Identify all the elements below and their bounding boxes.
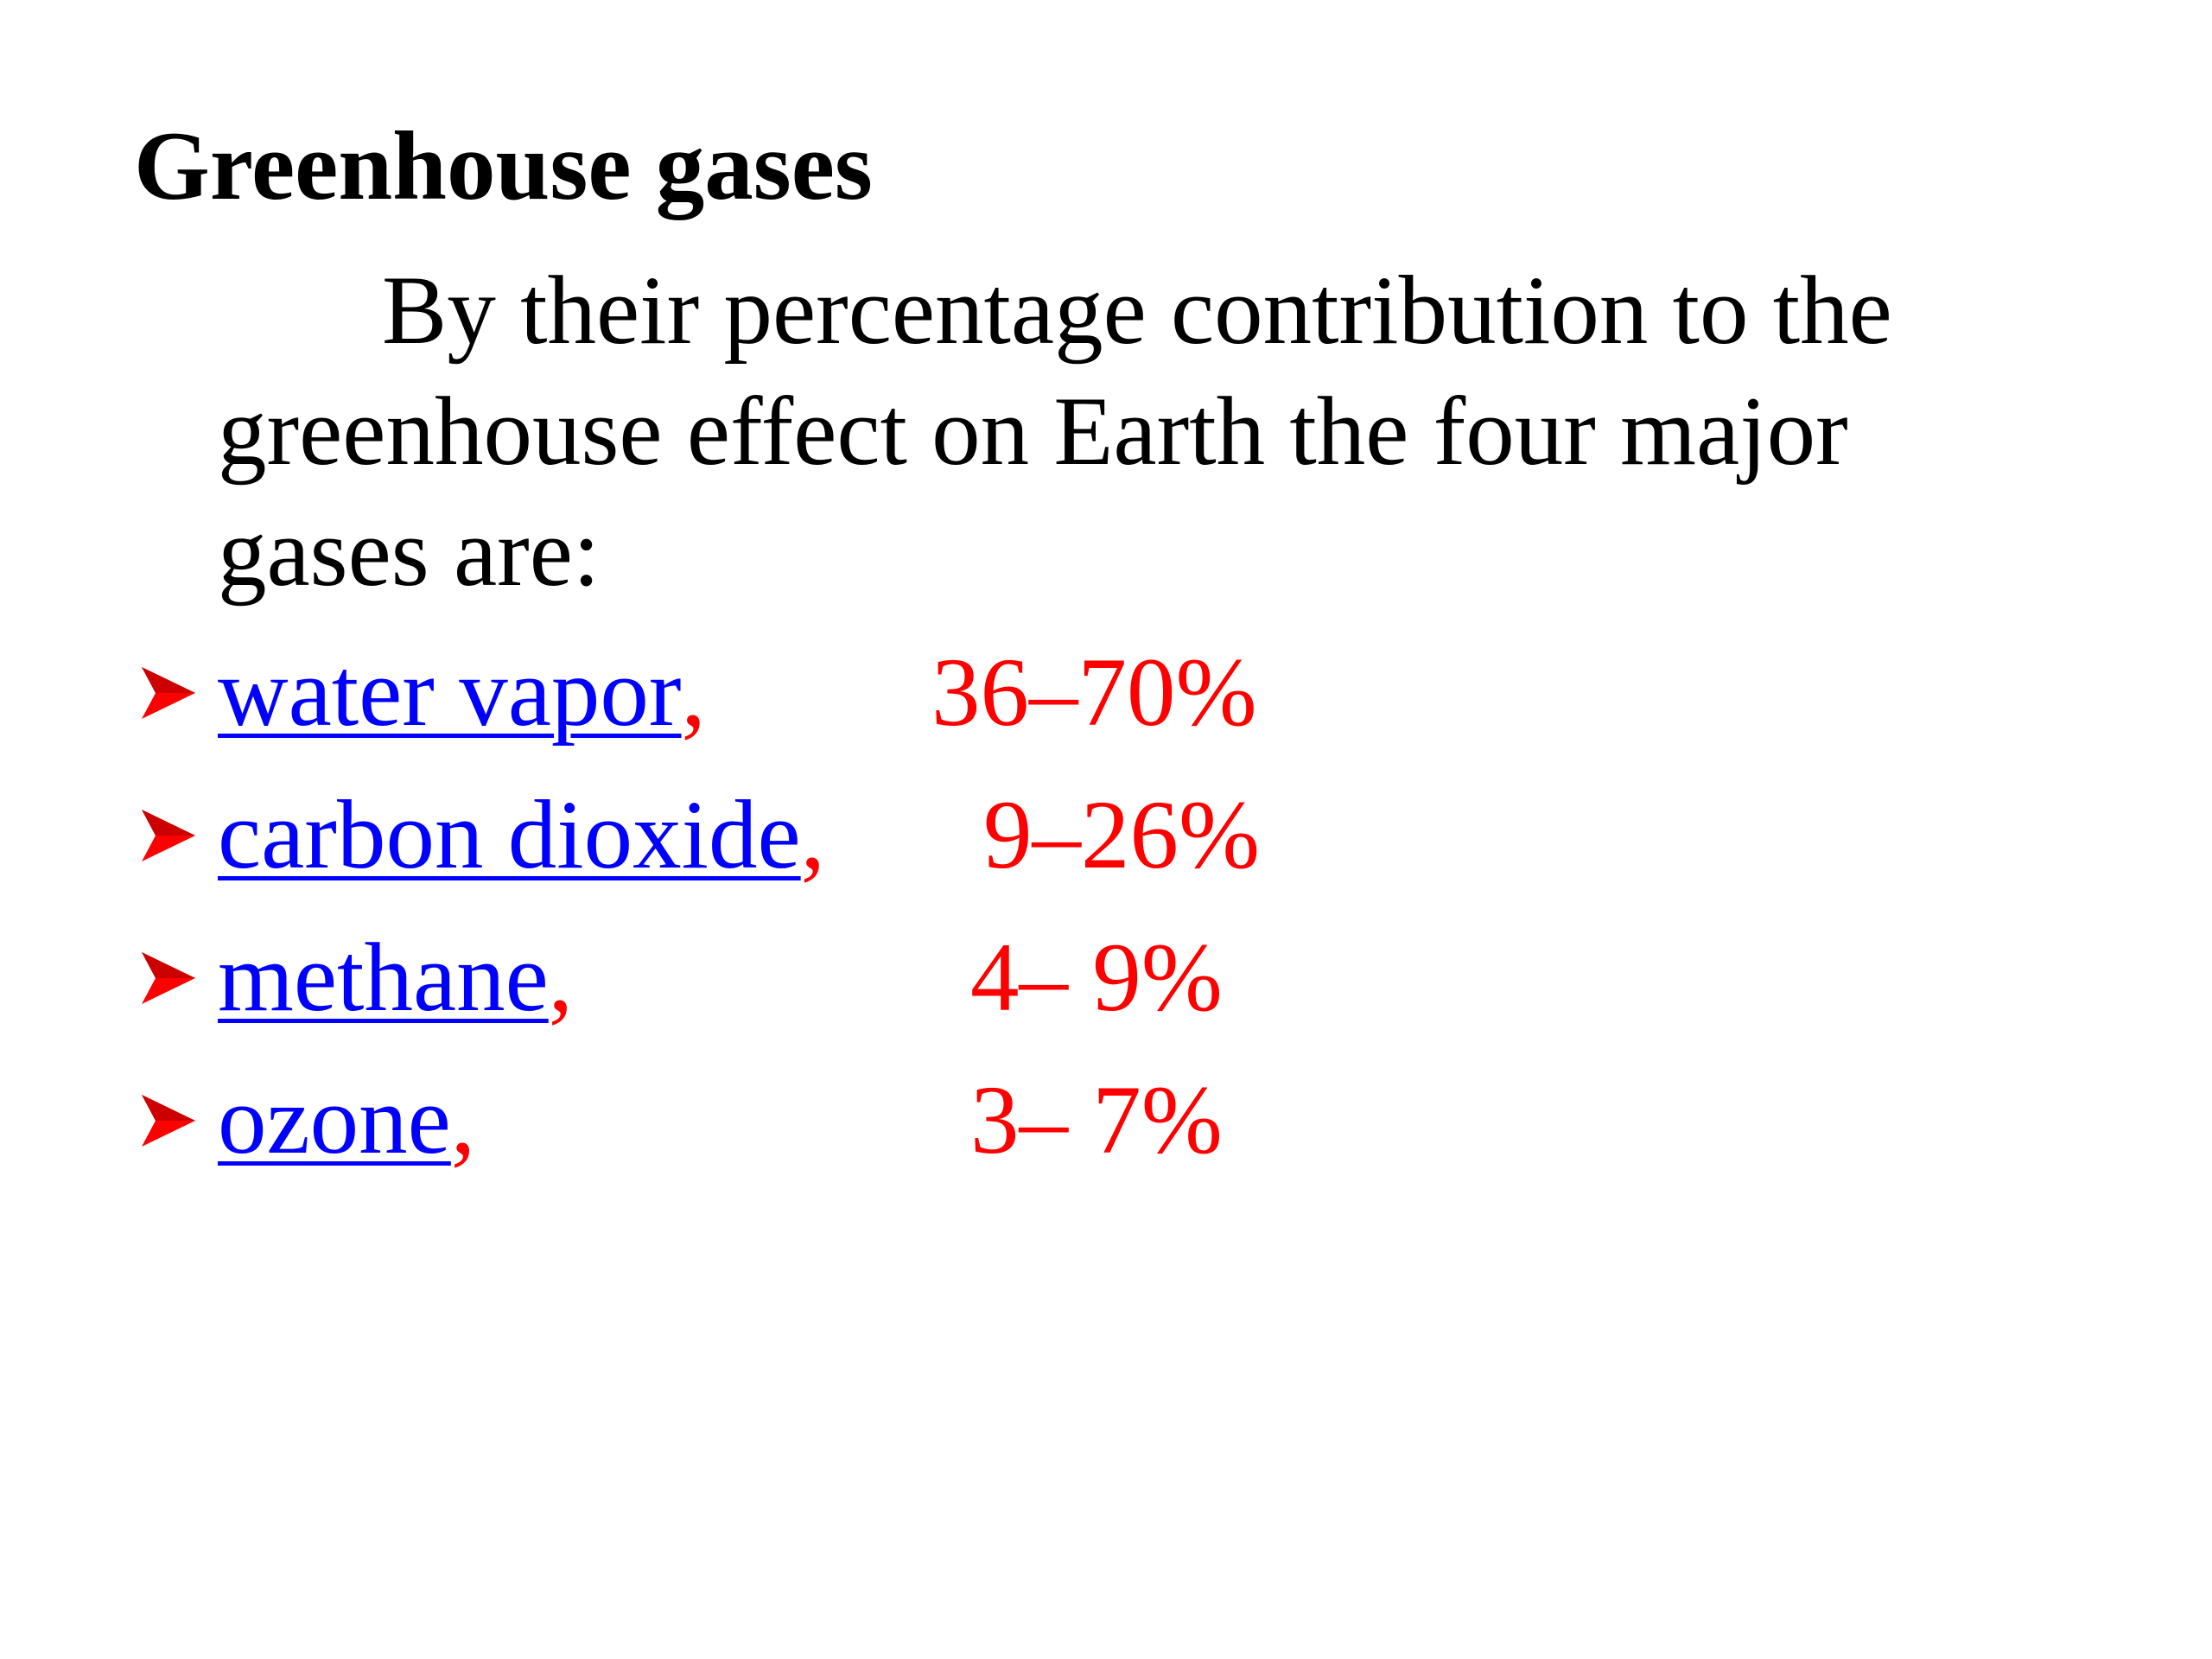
- list-item-methane: [0, 913, 1469, 1043]
- gas-name-label: water vapor: [218, 639, 682, 747]
- separator: ,: [800, 781, 825, 889]
- arrowhead-bullet-icon: [138, 1091, 199, 1150]
- arrowhead-bullet-icon: [138, 806, 199, 865]
- list-item-carbon-dioxide: [0, 771, 1469, 900]
- percentage-range: 9–26%: [983, 781, 1261, 889]
- slide-title: Greenhouse gases: [134, 112, 873, 220]
- list-item-water-vapor: [0, 628, 1469, 758]
- percentage-range: 36–70%: [931, 639, 1257, 747]
- gas-name-label: carbon dioxide: [218, 781, 801, 889]
- percentage-range: 4– 9%: [970, 924, 1223, 1032]
- separator: ,: [681, 639, 706, 747]
- intro-paragraph: By their percentage contribution to the greenhouse effect on Earth the four major gases are:: [218, 257, 1892, 607]
- methane-link[interactable]: [218, 913, 573, 1043]
- percentage-range: 3– 7%: [970, 1066, 1223, 1174]
- gas-name-label: ozone: [218, 1066, 451, 1174]
- list-item-ozone: [0, 1056, 1469, 1185]
- arrowhead-bullet-icon: [138, 664, 199, 722]
- separator: ,: [450, 1066, 476, 1174]
- gas-name-label: methane: [218, 924, 549, 1032]
- carbon-dioxide-link[interactable]: [218, 771, 825, 900]
- separator: ,: [548, 924, 574, 1032]
- arrowhead-bullet-icon: [138, 949, 199, 1007]
- water-vapor-link[interactable]: [218, 628, 706, 758]
- ozone-link[interactable]: [218, 1056, 475, 1185]
